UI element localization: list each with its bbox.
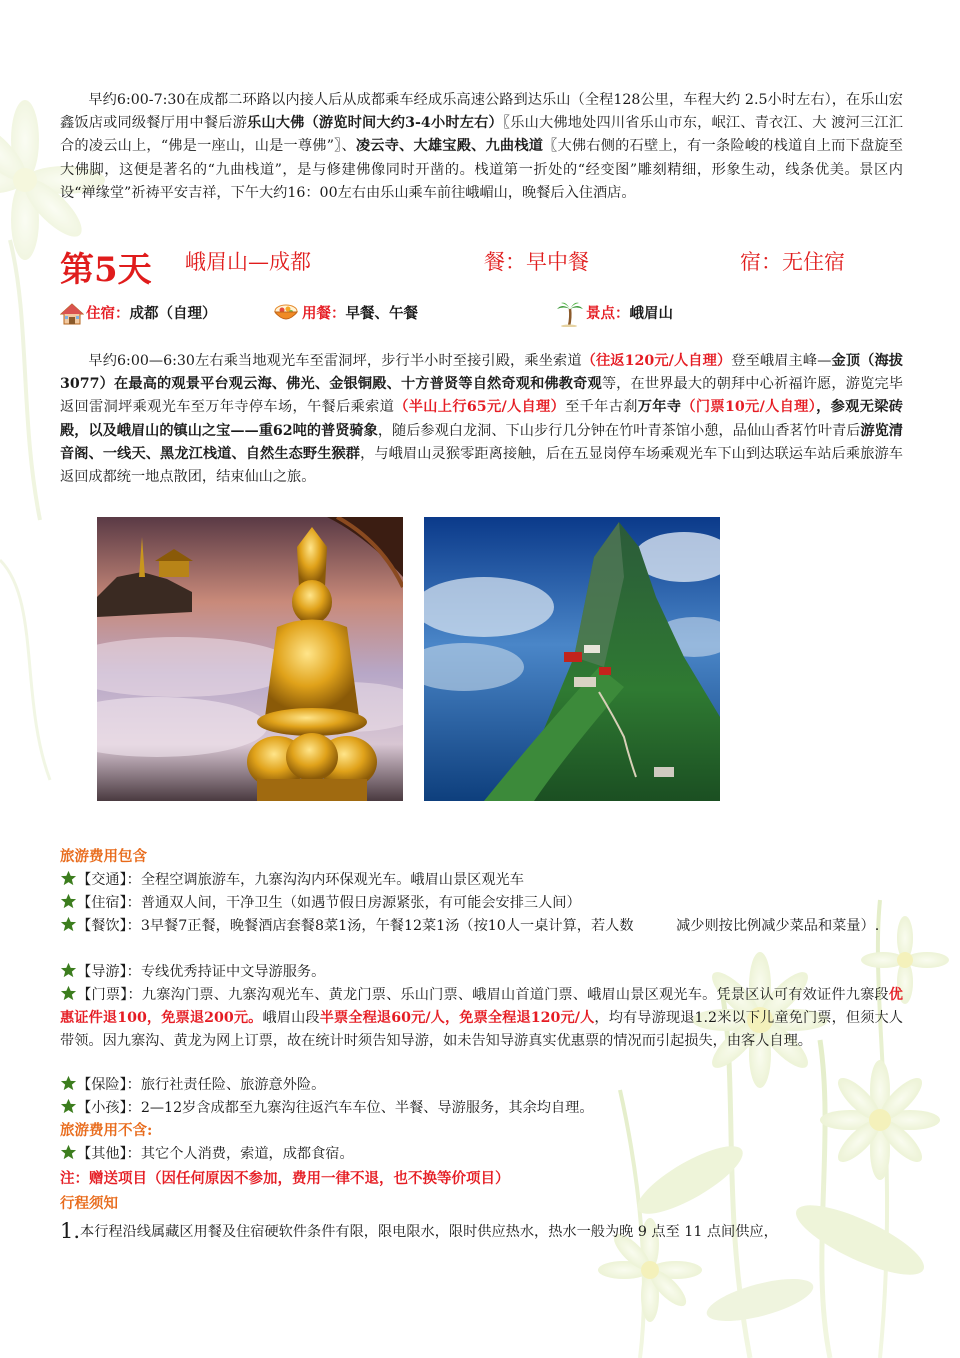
halfway-cable-price: （半山上行65元/人自理） [394, 399, 566, 416]
included-guide [60, 961, 903, 984]
included-insurance [60, 1074, 903, 1097]
notice-rule-1 [60, 1218, 903, 1245]
mountain-summit-image [424, 517, 720, 801]
excluded-title: 旅游费用不含: [60, 1122, 153, 1139]
main-text-1: 早约6:00—6:30左右乘当地观光车至雷洞坪，步行半小时至接引殿，乘坐索道 [88, 353, 582, 369]
star-icon [60, 1075, 77, 1091]
gift-note: 注：赠送项目（因任何原因不参加，费用一律不退，也不换等价项目） [60, 1170, 510, 1187]
rule-number: 1. [60, 1219, 81, 1243]
lodging-label: 住宿： [86, 305, 130, 322]
included-title: 旅游费用包含 [60, 848, 147, 865]
palm-tree-icon [556, 301, 584, 327]
included-kids [60, 1097, 903, 1120]
main-text-5: ，随后参观白龙洞、下山步行几分钟在竹叶青茶馆小憩，品仙山香茗竹叶青后 [377, 422, 861, 439]
rule-text: 本行程沿线属藏区用餐及住宿硬软件条件有限，限电限水，限时供应热水，热水一般为晚 9 点至 11 点间供应， [80, 1224, 778, 1240]
star-icon [60, 1144, 77, 1160]
intro-text-3: 〖大佛右侧的石壁上，有一条险峻的栈道自上而下盘旋至大佛脚，这便是著名的“九曲栈道”，是与修建佛像同时开凿的。栈道第一折处的“经变图”雕刻精细，形象生动，线条优美。景区内设“禅缘堂”祈祷平安吉祥，下午大约16：00左右由乐山乘车前往峨嵋山，晚餐后入住酒店。 [60, 138, 903, 201]
cable-car-price: （往返120元/人自理） [581, 353, 732, 369]
notice-title: 行程须知 [60, 1195, 118, 1212]
included-meals [60, 915, 903, 938]
meals-text: 【餐饮】：3早餐7正餐，晚餐酒店套餐8菜1汤，午餐12菜1汤（按10人一桌计算，若人数 减少则按比例减少菜品和菜量）. [77, 918, 880, 934]
insurance-text: 【保险】：旅行社责任险、旅游意外险。 [77, 1077, 326, 1093]
tickets-text-3: ，均有导游现退1.2米以下儿童免门票，但须大人带领。因九寨沟、黄龙为网上订票，故在统计时须告知导游，如未告知导游真实优惠票的情况而引起损失，由客人自理。 [60, 1010, 903, 1050]
sight-label: 景点： [586, 305, 630, 322]
day-stay: 宿：无住宿 [740, 250, 845, 274]
star-icon [60, 1098, 77, 1114]
day-route: 峨眉山—成都 [185, 250, 311, 274]
kids-text: 【小孩】：2—12岁含成都至九寨沟往返汽车车位、半餐、导游服务，其余均自理。 [77, 1100, 594, 1116]
temple-ticket-price: （门票10元/人自理） [681, 399, 817, 416]
tickets-refund-emei: 半票全程退60元/人，免票全程退120元/人 [319, 1010, 595, 1027]
golden-buddha-image [97, 517, 403, 801]
sight-value: 峨眉山 [629, 305, 673, 322]
mountain-summit-photo [424, 517, 720, 801]
day-heading [60, 247, 903, 297]
star-icon [60, 962, 77, 978]
house-icon [60, 303, 84, 325]
hotel-text: 【住宿】：普通双人间，干净卫生（如遇节假日房源紧张，有可能会安排三人间） [77, 895, 581, 911]
main-text-4: 至千年古刹 [565, 399, 638, 416]
dining-label: 用餐： [302, 305, 346, 322]
other-text: 【其他】：其它个人消费，索道，成都食宿。 [77, 1146, 354, 1162]
main-text-6: ，与峨眉山灵猴零距离接触，后在五显岗停车场乘观光车下山到达联运车站后乘旅游车返回成都统一地点散团，结束仙山之旅。 [60, 445, 903, 486]
intro-paragraph [60, 89, 903, 205]
tickets-text-2: 峨眉山段 [262, 1010, 320, 1027]
day-meals: 餐：早中餐 [484, 250, 589, 274]
meal-bowl-icon [272, 302, 300, 326]
included-tickets [60, 984, 903, 1054]
intro-leshan-buddha: 乐山大佛（游览时间大约3-4小时左右） [246, 115, 503, 132]
tickets-text-1: 【门票】：九寨沟门票、九寨沟观光车、黄龙门票、乐山门票、峨眉山首道门票、峨眉山景区观光车。凭景区认可有效证件九寨段 [77, 987, 889, 1003]
included-hotel [60, 892, 903, 915]
intro-text-2: 〖乐山大佛地处四川省乐山市东，岷江、青衣江、大 渡河三江汇合的凌云山上，“佛是一座山，山是一尊佛”〗、 [60, 115, 903, 155]
included-transport [60, 869, 903, 892]
tickets-refund-jiuzhai: 优惠证件退100，免票退200元。 [60, 987, 903, 1027]
main-text-3: 等，在世界最大的朝拜中心祈福许愿，游览完毕返回雷洞坪乘观光车至万年寺停车场，午餐后乘索道 [60, 376, 903, 416]
info-lodging [60, 300, 217, 328]
lodging-value: 成都（自理） [129, 305, 217, 322]
intro-text-1: 早约6:00-7:30在成都二环路以内接人后从成都乘车经成乐高速公路到达乐山（全程128公里，车程大约 2.5小时左右），在乐山宏鑫饭店或同级餐厅用中餐后游 [60, 92, 903, 132]
qingyin-pavilion-highlight: 游览清音阁、一线天、黑龙江栈道、自然生态野生猴群 [60, 422, 903, 462]
star-icon [60, 985, 77, 1001]
wannian-temple: 万年寺 [637, 399, 682, 416]
golden-summit-highlight: 金顶（海拔3077）在最高的观景平台观云海、佛光、金银铜殿、十方普贤等自然奇观和佛教奇观 [60, 353, 903, 393]
info-dining [272, 300, 418, 328]
main-paragraph [60, 350, 903, 489]
excluded-other [60, 1143, 903, 1166]
main-text-2: 登至峨眉主峰— [731, 353, 832, 369]
guide-text: 【导游】：专线优秀持证中文导游服务。 [77, 964, 326, 980]
dining-value: 早餐、午餐 [345, 305, 418, 322]
day-number: 第5天 [60, 250, 152, 290]
info-sight [556, 300, 673, 328]
star-icon [60, 893, 77, 909]
star-icon [60, 870, 77, 886]
transport-text: 【交通】：全程空调旅游车，九寨沟沟内环保观光车。峨眉山景区观光车 [77, 872, 524, 888]
star-icon [60, 916, 77, 932]
puxian-elephant-highlight: ，参观无梁砖殿，以及峨眉山的镇山之宝——重62吨的普贤骑象 [60, 399, 903, 439]
intro-lingyun-temple: 凌云寺、大雄宝殿、九曲栈道 [355, 138, 544, 155]
golden-buddha-photo [97, 517, 403, 801]
